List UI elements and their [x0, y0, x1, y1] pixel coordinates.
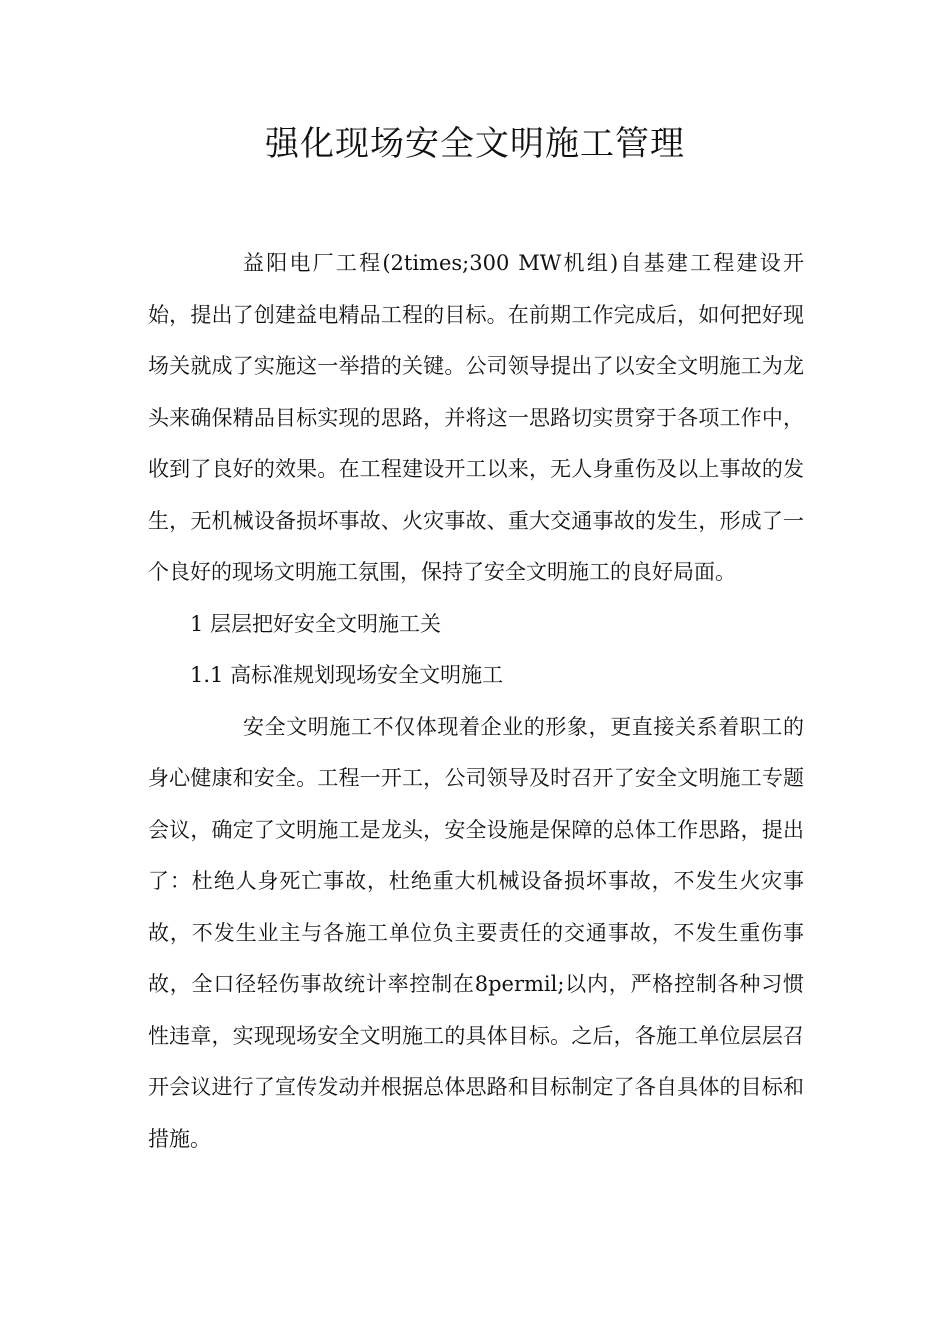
- document-body: [148, 238, 804, 1165]
- section-heading-1-1: 1.1 高标准规划现场安全文明施工: [190, 663, 504, 687]
- section-1-1-paragraph: 安全文明施工不仅体现着企业的形象，更直接关系着职工的身心健康和安全。工程一开工，公司领导及时召开了安全文明施工专题会议，确定了文明施工是龙头，安全设施是保障的总体工作思路，提出了：杜绝人身死亡事故，杜绝重大机械设备损坏事故，不发生火灾事故，不发生业主与各施工单位负主要责任的交通事故，不发生重伤事故，全口径轻伤事故统计率控制在8permil;以内，严格控制各种习惯性违章，实现现场安全文明施工的具体目标。之后，各施工单位层层召开会议进行了宣传发动并根据总体思路和目标制定了各自具体的目标和措施。: [148, 714, 804, 1151]
- intro-paragraph: 益阳电厂工程(2times;300 MW机组)自基建工程建设开始，提出了创建益电精品工程的目标。在前期工作完成后，如何把好现场关就成了实施这一举措的关键。公司领导提出了以安全文明施工为龙头来确保精品目标实现的思路，并将这一思路切实贯穿于各项工作中，收到了良好的效果。在工程建设开工以来，无人身重伤及以上事故的发生，无机械设备损坏事故、火灾事故、重大交通事故的发生，形成了一个良好的现场文明施工氛围，保持了安全文明施工的良好局面。: [148, 251, 804, 584]
- section-heading-1: 1 层层把好安全文明施工关: [190, 611, 442, 636]
- document-title: 强化现场安全文明施工管理: [265, 124, 685, 164]
